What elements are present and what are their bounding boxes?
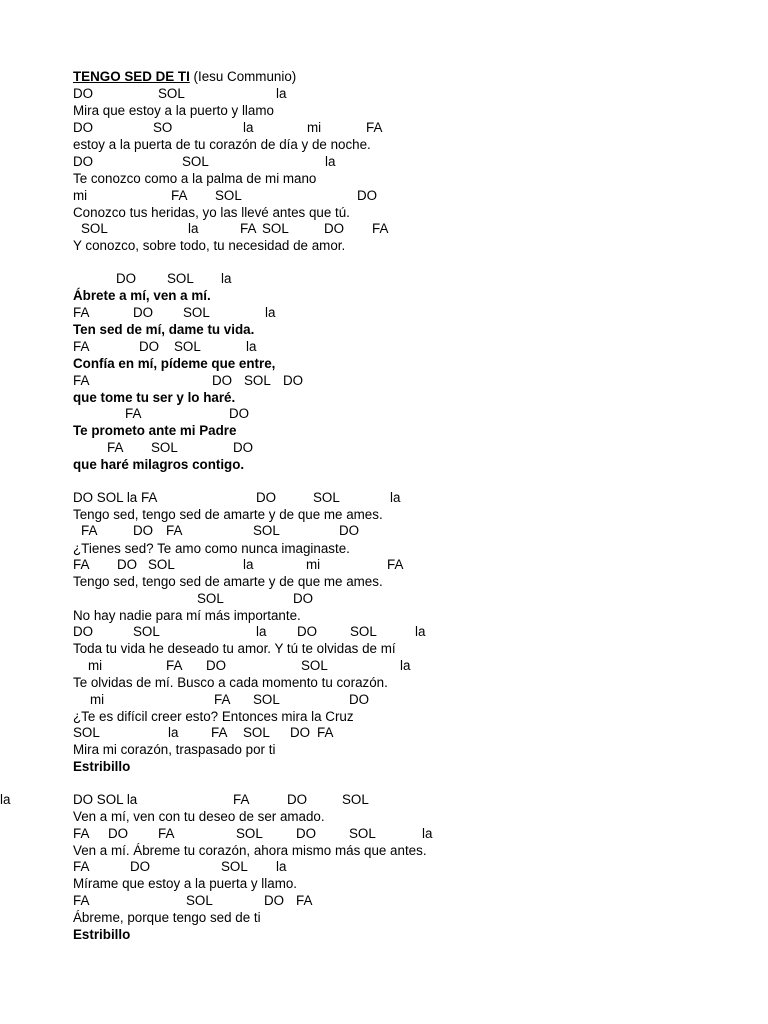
chord-token: la [246,339,257,354]
chord-token: FA [317,725,334,740]
chord-line [0,270,768,287]
chord-token: DO [229,406,250,421]
chord-token: SOL [73,725,100,740]
chord-token: FA [166,523,183,538]
chord-token: DO [324,221,345,236]
lyric-line [0,389,768,406]
chord-token: la [415,624,426,639]
chord-token: DO [116,271,137,286]
chord-token: SOL [243,725,270,740]
lyric-text: que tome tu ser y lo haré. [73,390,236,405]
lyric-line [0,708,768,725]
chord-line [0,372,768,389]
lyric-text: Confía en mí, pídeme que entre, [73,356,276,371]
chord-token: la [221,271,232,286]
chord-token: DO SOL la FA [73,490,158,505]
chord-line [0,522,768,539]
chord-token: FA [296,893,313,908]
lyric-line [0,573,768,590]
chord-token: DO [357,188,378,203]
chord-token: FA [214,692,231,707]
chord-token: DO [339,523,360,538]
chord-token: SOL [253,523,280,538]
chord-token: SO [153,120,173,135]
chord-line [0,187,768,204]
chord-token: mi [307,120,322,135]
chord-token: DO [133,305,154,320]
lyric-line [0,136,768,153]
chord-token: DO [212,373,233,388]
lyric-line [0,875,768,892]
chord-line [0,119,768,136]
chord-token: SOL [167,271,194,286]
chord-token: FA [158,826,175,841]
chord-token: FA [387,557,404,572]
song-title: TENGO SED DE TI [73,69,190,84]
lyric-text: Conozco tus heridas, yo las llevé antes que tú. [73,205,350,220]
chord-token: FA [211,725,228,740]
chord-token: DO [283,373,304,388]
chorus-marker: Estribillo [73,759,131,774]
chord-token: DO [117,557,138,572]
song-subtitle: (Iesu Communio) [193,69,297,84]
chord-token: FA [73,859,90,874]
chord-line [0,825,768,842]
chord-token: DO [233,440,254,455]
lyric-line [0,842,768,859]
chord-token: SOL [262,221,289,236]
chord-line [0,657,768,674]
lyric-line [0,607,768,624]
chord-token: SOL [81,221,108,236]
chord-token: la [276,86,287,101]
lyric-text: Tengo sed, tengo sed de amarte y de que me ames. [73,507,383,522]
lyric-line [0,674,768,691]
chord-token: FA [125,406,142,421]
chord-token: FA [73,826,90,841]
chord-token: la [422,826,433,841]
chord-token: la [325,154,336,169]
chord-token: la [265,305,276,320]
chord-token: DO [133,523,154,538]
chord-token: SOL [133,624,160,639]
chord-token: FA [366,120,383,135]
chord-token: SOL [349,826,376,841]
chord-token: mi [90,692,105,707]
chord-token: la [0,792,11,807]
chord-line [0,590,768,607]
chord-token: SOL [244,373,271,388]
chord-token: DO [206,658,227,673]
chord-token: DO [73,154,94,169]
chord-token: SOL [253,692,280,707]
chord-token: FA [240,221,257,236]
chord-token: SOL [350,624,377,639]
lyric-line [0,926,768,943]
chord-token: DO [264,893,285,908]
lyric-text: estoy a la puerta de tu corazón de día y de noche. [73,137,371,152]
chord-token: la [390,490,401,505]
lyric-text: Te prometo ante mi Padre [73,423,237,438]
chord-token: SOL [301,658,328,673]
chord-token: FA [233,792,250,807]
lyric-line [0,808,768,825]
chord-line [0,791,768,808]
chord-token: DO SOL la [73,792,138,807]
chord-line [0,220,768,237]
chord-token: la [276,859,287,874]
chord-line [0,556,768,573]
chord-token: la [400,658,411,673]
chord-token: SOL [221,859,248,874]
chord-token: DO [290,725,311,740]
chord-token: SOL [236,826,263,841]
chord-token: FA [73,893,90,908]
lyric-line [0,287,768,304]
chord-token: la [256,624,267,639]
chord-token: FA [73,557,90,572]
chord-token: DO [296,826,317,841]
chord-token: SOL [158,86,185,101]
lyric-text: Mírame que estoy a la puerta y llamo. [73,876,298,891]
chord-token: mi [88,658,103,673]
chord-token: FA [166,658,183,673]
lyric-line [0,355,768,372]
chord-token: FA [372,221,389,236]
lyric-text: Ábreme, porque tengo sed de ti [73,910,261,925]
chord-token: FA [171,188,188,203]
chord-token: FA [81,523,98,538]
chord-token: SOL [174,339,201,354]
chord-token: FA [107,440,124,455]
chord-token: DO [293,591,314,606]
chord-token: DO [256,490,277,505]
lyric-text: ¿Tienes sed? Te amo como nunca imaginaste. [73,541,350,556]
chord-token: DO [108,826,129,841]
chord-token: FA [73,339,90,354]
chord-token: SOL [215,188,242,203]
lyric-line [0,321,768,338]
chord-line [0,892,768,909]
lyric-line [0,909,768,926]
lyric-text: No hay nadie para mí más importante. [73,608,301,623]
lyric-line [0,506,768,523]
chord-token: mi [306,557,321,572]
lyric-line [0,204,768,221]
lyric-text: Ten sed de mí, dame tu vida. [73,322,255,337]
song-heading [73,68,296,85]
chord-token: FA [73,373,90,388]
chord-line [0,691,768,708]
chord-token: FA [73,305,90,320]
chord-line [0,304,768,321]
lyric-text: Toda tu vida he deseado tu amor. Y tú te olvidas de mí [73,641,396,656]
lyric-text: Ven a mí, ven con tu deseo de ser amado. [73,809,325,824]
chord-token: DO [287,792,308,807]
lyric-line [0,102,768,119]
chord-token: DO [297,624,318,639]
chord-token: la [243,557,254,572]
lyric-line [0,456,768,473]
lyric-line [0,237,768,254]
lyric-line [0,758,768,775]
lyric-line [0,640,768,657]
lyric-text: Tengo sed, tengo sed de amarte y de que me ames. [73,574,383,589]
chord-line [0,724,768,741]
lyric-text: Te olvidas de mí. Busco a cada momento tu corazón. [73,675,388,690]
chord-line [0,153,768,170]
chord-token: SOL [148,557,175,572]
lyric-text: Ven a mí. Ábreme tu corazón, ahora mismo más que antes. [73,843,427,858]
lyric-line [0,741,768,758]
chord-token: SOL [342,792,369,807]
chord-line [0,405,768,422]
lyric-text: Mira mi corazón, traspasado por ti [73,742,276,757]
chord-token: SOL [197,591,224,606]
lyric-text: que haré milagros contigo. [73,457,245,472]
lyric-text: Mira que estoy a la puerto y llamo [73,103,274,118]
chord-token: SOL [183,305,210,320]
chord-token: la [243,120,254,135]
chord-token: DO [73,86,94,101]
chord-token: DO [73,120,94,135]
chord-token: la [168,725,179,740]
chord-token: DO [139,339,160,354]
chord-line [0,489,768,506]
chord-token: SOL [151,440,178,455]
lyric-line [0,540,768,557]
chord-token: SOL [313,490,340,505]
chord-token: DO [130,859,151,874]
chord-line [0,338,768,355]
chord-line [0,858,768,875]
lyric-line [0,170,768,187]
lyric-text: Te conozco como a la palma de mi mano [73,171,317,186]
lyric-text: Ábrete a mí, ven a mí. [73,288,211,303]
lyric-text: Y conozco, sobre todo, tu necesidad de amor. [73,238,346,253]
chord-token: SOL [186,893,213,908]
lyric-line [0,422,768,439]
chord-token: DO [349,692,370,707]
chord-line [0,439,768,456]
chord-line [0,623,768,640]
chord-token: la [188,221,199,236]
chorus-marker: Estribillo [73,927,131,942]
chord-token: mi [73,188,88,203]
chord-token: DO [73,624,94,639]
chord-line [0,85,768,102]
chord-token: SOL [182,154,209,169]
lyric-text: ¿Te es difícil creer esto? Entonces mira la Cruz [73,709,354,724]
